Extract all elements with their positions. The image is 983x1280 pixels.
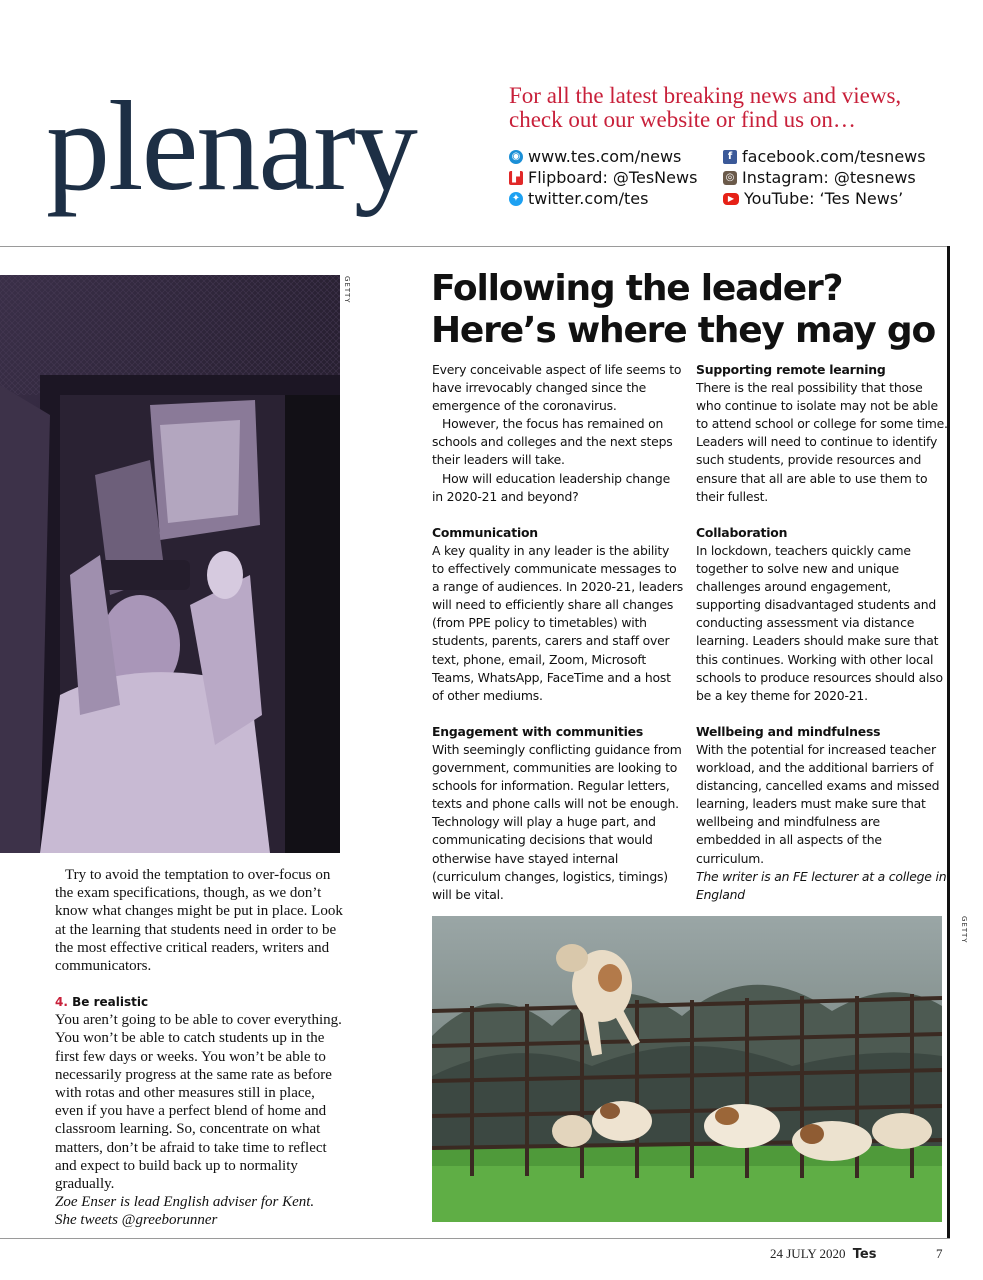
link-flipboard[interactable] [509, 167, 723, 188]
footer-divider [0, 1238, 950, 1239]
section-title-collaboration: Collaboration [696, 524, 788, 540]
header-divider [0, 246, 948, 247]
section-body-collaboration: In lockdown, teachers quickly came together to solve new and unique challenges around engagement, supporting disadvantaged students and conducting assessment via distance learning. Leaders should make sure that this continues. Working with other local schools to produce resources should also be a key theme for 2020-21. [696, 542, 943, 703]
hounds-photo [432, 916, 942, 1222]
subhead-be-realistic [55, 993, 345, 1011]
footer-brand: Tes [852, 1247, 877, 1262]
link-youtube[interactable] [723, 188, 949, 209]
link-facebook-text: facebook.com/tesnews [742, 147, 926, 166]
promo-line-2: check out our website or find us on… [509, 107, 856, 132]
promo-line-1: For all the latest breaking news and views, [509, 83, 902, 108]
link-website-text: www.tes.com/news [528, 147, 682, 166]
section-title-remote: Supporting remote learning [696, 362, 886, 377]
left-byline-1: Zoe Enser is lead English adviser for Kent. [55, 1194, 315, 1211]
subhead-number: 4. [55, 995, 68, 1010]
page-number: 7 [936, 1246, 943, 1261]
footer-dateline [770, 1246, 876, 1262]
hounds-jumping-fence-illustration [432, 916, 942, 1222]
social-links [509, 146, 949, 209]
masthead-title: plenary [46, 75, 416, 217]
footer-date: 24 JULY 2020 [770, 1246, 846, 1261]
flipboard-icon: ▛ [509, 171, 523, 185]
link-twitter-text: twitter.com/tes [528, 189, 649, 208]
intro-paragraph-3: How will education leadership change in 2020-21 and beyond? [432, 470, 670, 504]
photo-credit-left: GETTY [343, 276, 351, 304]
section-title-engagement: Engagement with communities [432, 723, 644, 739]
section-body-engagement: With seemingly conflicting guidance from government, communities are looking to schools for information. Regular letters, texts and phone calls will not be enough. Technology will play a huge part, and communicating decisions that would otherwise have stayed internal (curriculum changes, logistics, timings) will be vital. [432, 741, 682, 902]
link-twitter[interactable] [509, 188, 723, 209]
section-body-remote: There is the real possibility that those who continue to isolate may not be able to attend school or college for some time. Leaders will need to continue to identify such students, provide resources and ensure that all are able to use them to their fullest. [696, 380, 948, 504]
left-paragraph-1: Try to avoid the temptation to over-focus on the exam specifications, though, as we don’t know what changes might be put in place. Look at the learning that students need in order to be the most effective critical readers, writers and communicators. [55, 867, 343, 975]
subhead-title: Be realistic [72, 995, 149, 1010]
link-website[interactable] [509, 146, 723, 167]
intro-paragraph-1: Every conceivable aspect of life seems to have irrevocably changed since the emergence of the coronavirus. [432, 362, 682, 414]
intro-paragraph-2: However, the focus has remained on schools and colleges and the next steps their leaders will take. [432, 416, 673, 468]
headline-line-2: Here’s where they may go [431, 310, 936, 351]
youtube-icon: ▶ [723, 193, 739, 205]
left-photo [0, 275, 340, 853]
article-byline: The writer is an FE lecturer at a college in England [696, 868, 947, 902]
man-in-doorway-illustration [0, 275, 340, 853]
article-column-left [432, 361, 684, 904]
section-body-wellbeing: With the potential for increased teacher workload, and the additional barriers of distancing, cancelled exams and missed learning, leaders must make sure that wellbeing and mindfulness are embedded in all aspects of the curriculum. [696, 741, 940, 866]
link-facebook[interactable] [723, 146, 949, 167]
section-body-communication: A key quality in any leader is the ability to effectively communicate messages to a range of audiences. In 2020-21, leaders will need to efficiently share all changes (from PPE policy to timetables) with students, parents, carers and staff over text, phone, email, Zoom, Microsoft Teams, WhatsApp, FaceTime and a host of other mediums. [432, 542, 683, 703]
link-flipboard-text: Flipboard: @TesNews [528, 168, 698, 187]
left-column-text [55, 866, 345, 1230]
link-instagram[interactable] [723, 167, 949, 188]
instagram-icon: ◎ [723, 171, 737, 185]
promo-text [509, 84, 949, 132]
headline-line-1: Following the leader? [431, 268, 843, 309]
article-headline [431, 268, 951, 352]
twitter-icon: ✦ [509, 192, 523, 206]
section-title-wellbeing: Wellbeing and mindfulness [696, 723, 881, 739]
section-title-communication: Communication [432, 524, 538, 540]
left-paragraph-2: You aren’t going to be able to cover everything. You won’t be able to catch students up in the first few days or weeks. You won’t be able to necessarily progress at the same rate as before with rotas and other measures still in place, even if you have a perfect blend of home and classroom learning. So, concentrate on what matters, don’t be afraid to take time to reflect and expect to build back up to normality gradually. [55, 1012, 342, 1193]
link-youtube-text: YouTube: ‘Tes News’ [744, 189, 904, 208]
photo-credit-right: GETTY [960, 916, 968, 944]
link-instagram-text: Instagram: @tesnews [742, 168, 916, 187]
left-byline-2: She tweets @greeborunner [55, 1212, 218, 1229]
facebook-icon: f [723, 150, 737, 164]
wifi-icon: ◉ [509, 150, 523, 164]
article-column-right [696, 361, 948, 904]
